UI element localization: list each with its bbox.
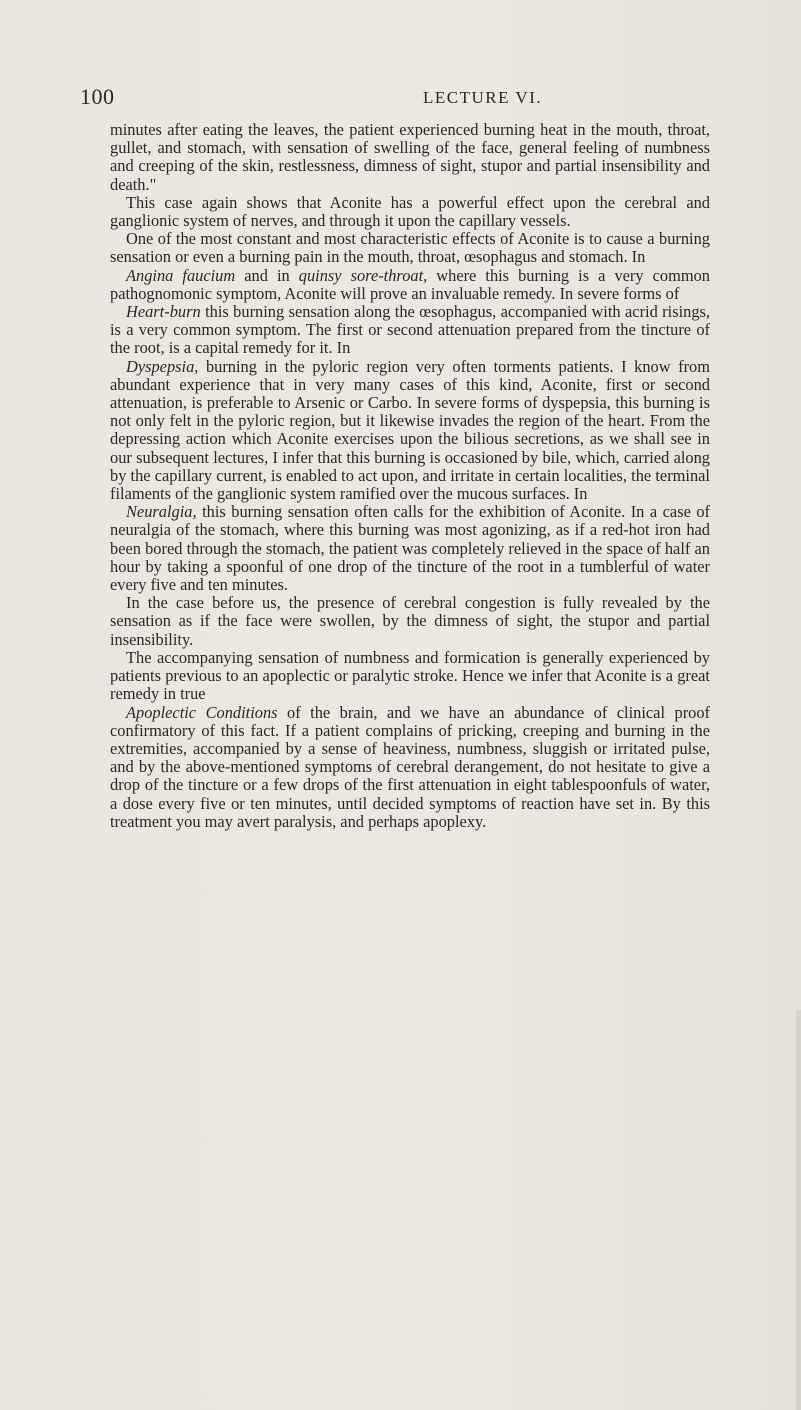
paragraph <box>110 303 710 358</box>
italic-term: Angina faucium <box>126 265 236 285</box>
text-run: this burning sensation often calls for the exhibition of Aconite. In a case of neuralgia of the stomach, where this burning was most agonizing, as if a red-hot iron had been bored through the stomach, the patient was completely relieved in the space of half an hour by taking a spoonful of one drop of the tincture of the root in a tumblerful of water every five and ten minutes. <box>110 502 710 595</box>
text-run: This case again shows that Aconite has a powerful effect upon the cerebral and ganglionic system of nerves, and through it upon the capillary vessels. <box>110 192 710 231</box>
italic-term: Apoplectic Conditions <box>126 702 278 722</box>
text-run: this burning sensation along the œsophagus, accompanied with acrid risings, is a very common symptom. The first or second attenuation prepared from the tincture of the root, is a capital remedy for it. In <box>110 302 710 358</box>
text-run: One of the most constant and most characteristic effects of Aconite is to cause a burning sensation or even a burning pain in the mouth, throat, œsophagus and stomach. In <box>110 229 710 267</box>
paragraph <box>110 503 710 594</box>
text-run: The accompanying sensation of numbness and formication is generally experienced by patients previous to an apoplectic or paralytic stroke. Hence we infer that Aconite is a great remedy in true <box>110 647 710 704</box>
italic-term: Neuralgia, <box>126 502 197 522</box>
text-run: minutes after eating the leaves, the patient experienced burning heat in the mouth, throat, gullet, and stomach, with sensation of swelling of the face, general feeling of numbness and creeping of the skin, restlessness, dimness of sight, stupor and partial insensibility and death." <box>110 120 710 194</box>
paragraph <box>110 704 710 831</box>
text-run: where this burning is a very common pathognomonic symptom, Aconite will prove an invaluable remedy. In severe forms of <box>110 265 710 303</box>
paragraph <box>110 358 710 504</box>
running-head: LECTURE VI. <box>423 88 543 107</box>
italic-term: Dyspepsia, <box>126 356 199 376</box>
paragraph <box>110 121 710 194</box>
paragraph <box>110 594 710 649</box>
text-run: burning in the pyloric region very often torments patients. I know from abundant experience that in very many cases of this kind, Aconite, first or second attenuation, is preferable to Arsenic or Carbo. In severe forms of dyspepsia, this burning is not only felt in the pyloric region, but it likewise invades the region of the heart. From the depressing action which Aconite exercises upon the bilious secretions, as we shall see in our subsequent lectures, I infer that this burning is occasioned by bile, which, carried along by the capillary current, is enabled to act upon, and irritate in certain localities, the terminal filaments of the ganglionic system ramified over the mucous surfaces. In <box>110 356 710 504</box>
text-run: In the case before us, the presence of cerebral congestion is fully revealed by the sensation as if the face were swollen, by the dimness of sight, the stupor and partial insensibility. <box>110 593 710 649</box>
paragraph <box>110 267 710 303</box>
text-run: of the brain, and we have an abundance of clinical proof confirmatory of this fact. If a patient complains of pricking, creeping and burning in the extremities, accompanied by a sense of heaviness, numbness, sluggish or irritated pulse, and by the above-mentioned symptoms of cerebral derangement, do not hesitate to give a drop of the tincture or a few drops of the first attenuation in eight tablespoonfuls of water, a dose every five or ten minutes, until decided symptoms of reaction have set in. By this treatment you may avert paralysis, and perhaps apoplexy. <box>110 702 710 831</box>
page-number: 100 <box>80 84 115 109</box>
text-run: and in <box>235 265 299 285</box>
italic-term: quinsy sore-throat, <box>298 265 428 285</box>
paragraph <box>110 194 710 230</box>
italic-term: Heart-burn <box>126 302 201 322</box>
page-edge-shadow <box>796 1010 801 1410</box>
body-text <box>110 121 710 831</box>
paragraph <box>110 230 710 266</box>
paragraph <box>110 649 710 704</box>
page-header <box>80 84 730 112</box>
